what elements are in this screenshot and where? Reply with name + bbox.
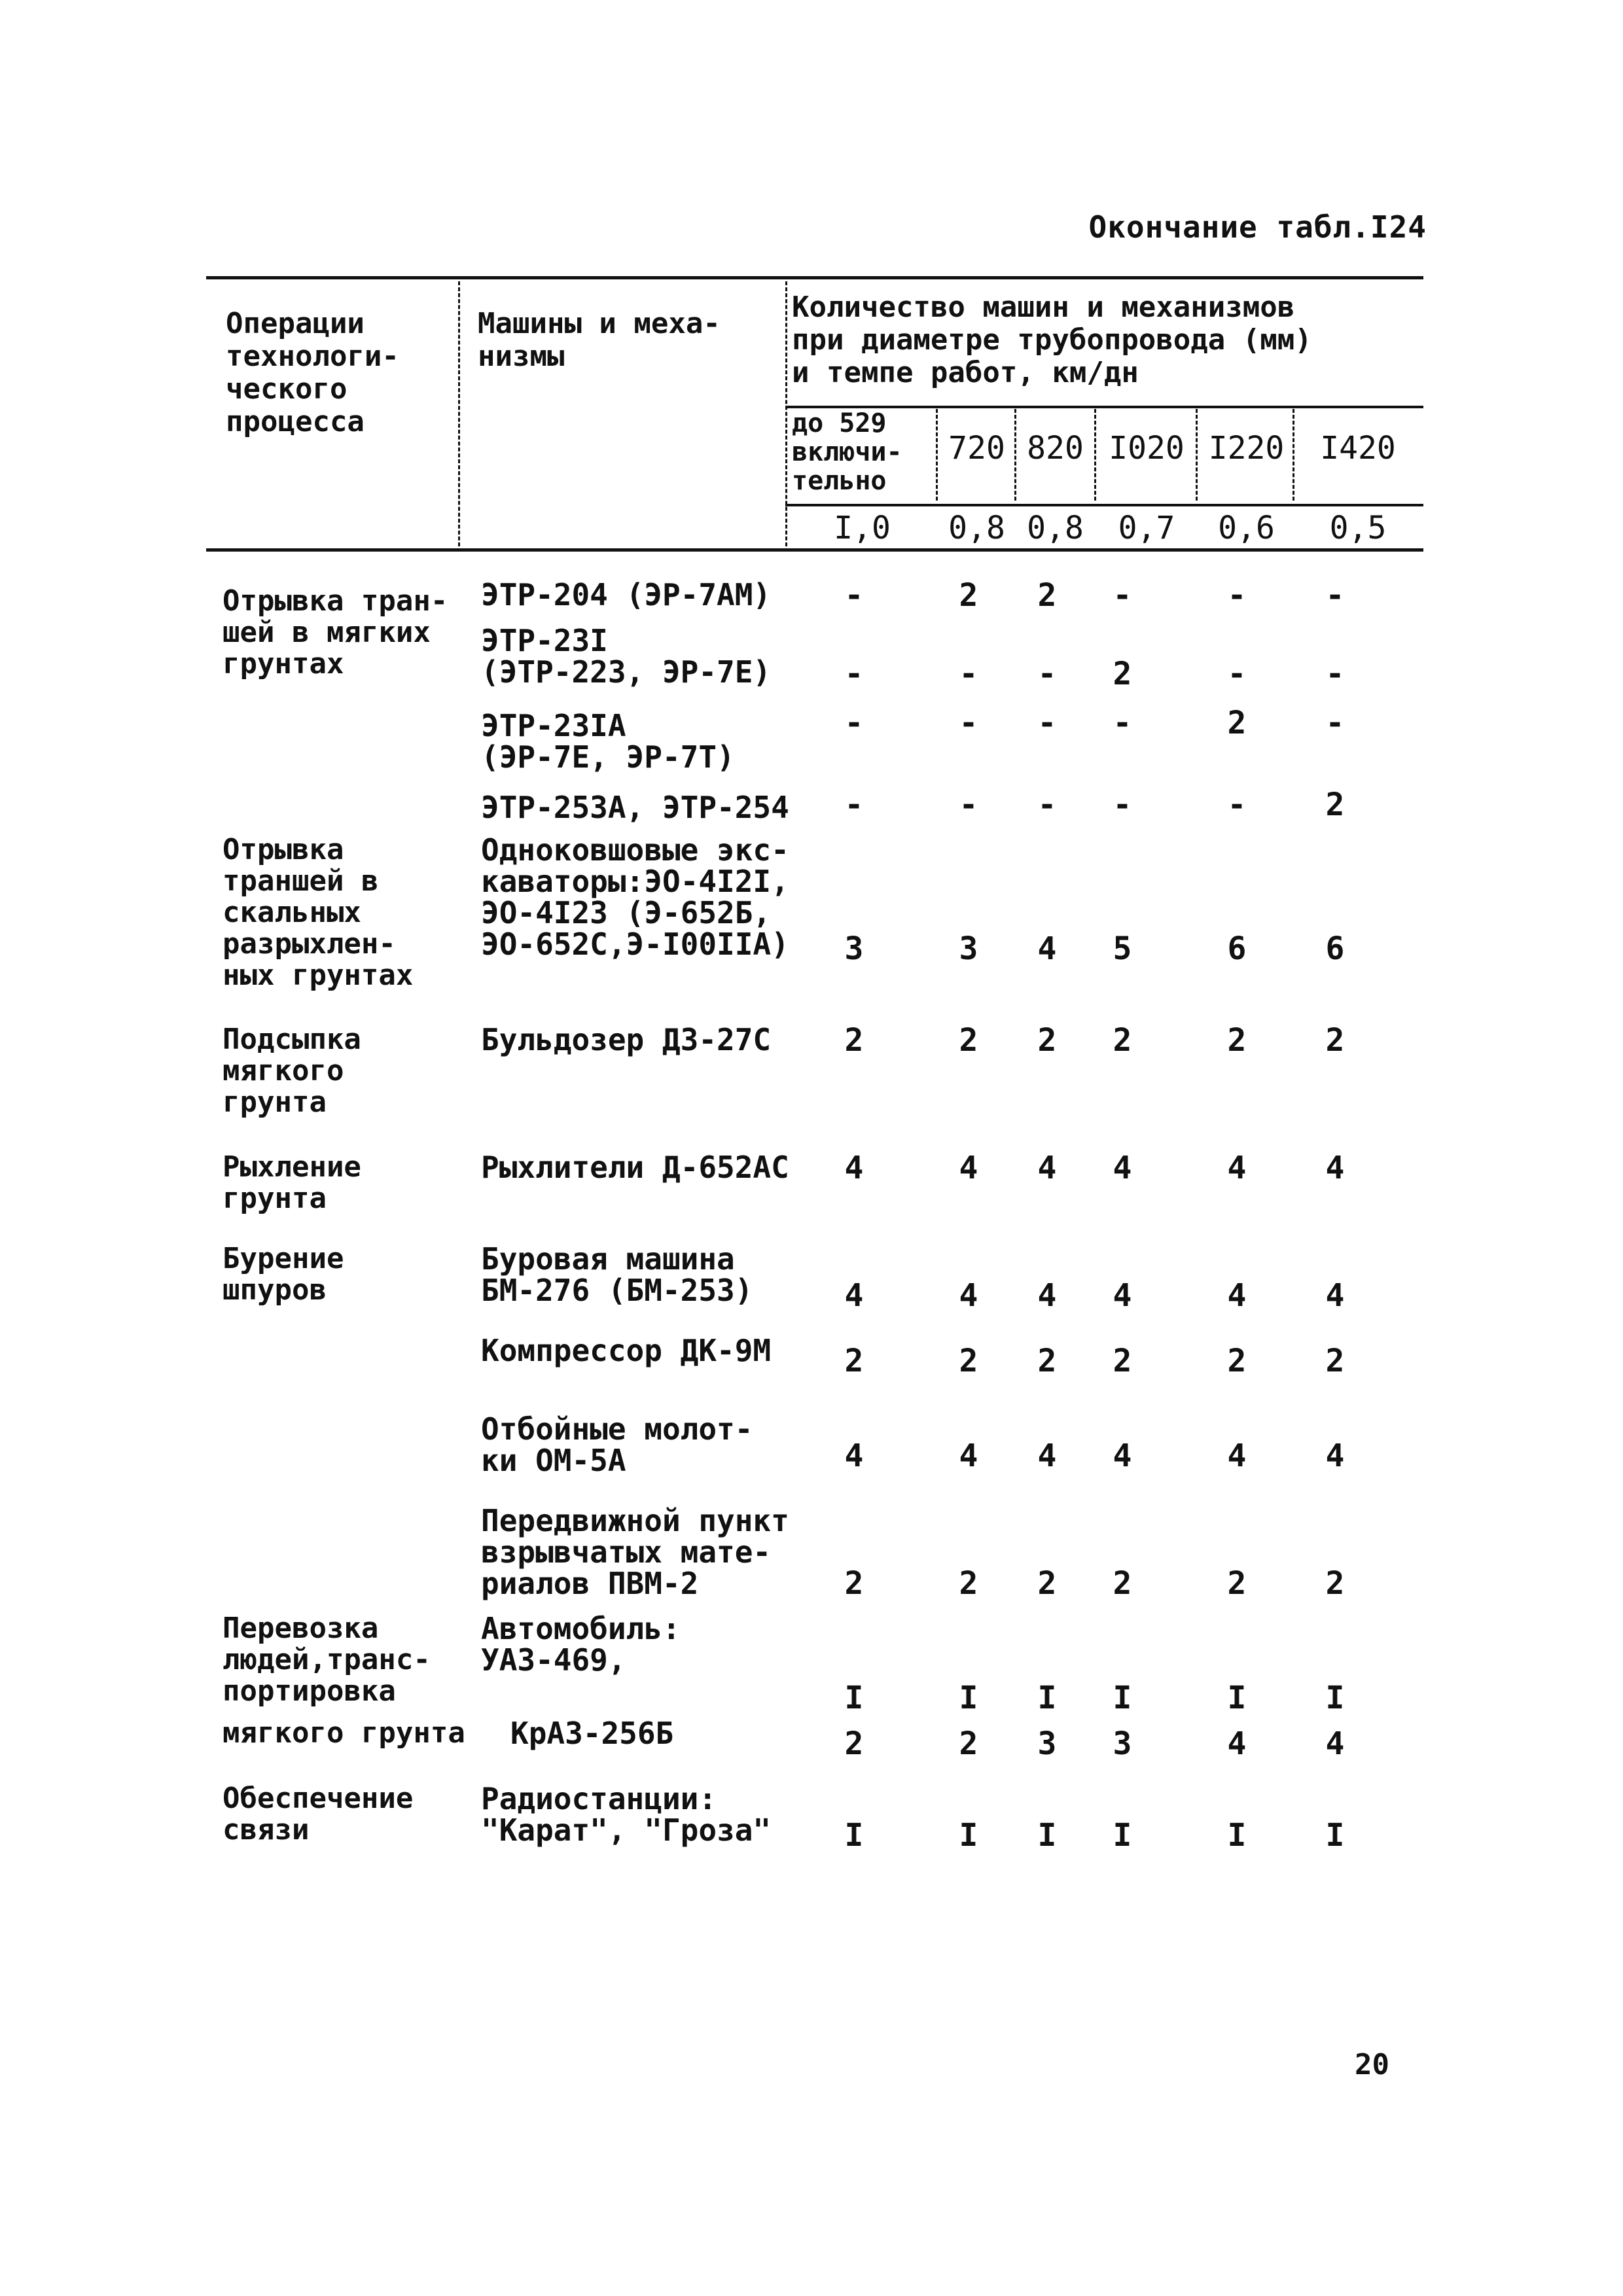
rate-2: 0,8 <box>1027 510 1084 546</box>
diam-divider-2 <box>1014 409 1016 501</box>
quantity-cell: - <box>1113 705 1132 741</box>
header-operations: Операции технологи- ческого процесса <box>226 307 399 438</box>
machine-cell: КрАЗ-256Б <box>510 1716 674 1751</box>
quantity-cell: 2 <box>1325 1022 1345 1059</box>
quantity-cell: 4 <box>1037 1277 1057 1314</box>
diameter-1220: I220 <box>1208 430 1285 467</box>
machine-cell: ЭТР-253А, ЭТР-254 <box>481 790 789 825</box>
machine-cell: Одноковшовые экс- каваторы:ЭО-4I2I, ЭО-4I23 (Э-652Б, ЭО-652С,Э-I00IIА) <box>481 832 789 962</box>
rate-rule <box>785 504 1423 506</box>
quantity-cell: 6 <box>1325 930 1345 967</box>
quantity-cell: 2 <box>844 1725 864 1762</box>
header-divider-1 <box>458 281 460 546</box>
quantity-cell: - <box>1325 705 1345 741</box>
diameter-820: 820 <box>1027 430 1084 467</box>
quantity-cell: - <box>1227 656 1247 692</box>
quantity-cell: 2 <box>959 577 978 614</box>
quantity-cell: 2 <box>1227 705 1247 741</box>
quantity-cell: - <box>959 705 978 741</box>
quantity-cell: 2 <box>1325 1565 1345 1602</box>
quantity-cell: - <box>844 577 864 614</box>
page-number: 20 <box>1355 2048 1389 2081</box>
quantity-cell: I <box>959 1817 978 1854</box>
quantity-cell: - <box>844 705 864 741</box>
quantity-cell: 2 <box>844 1343 864 1379</box>
quantity-cell: 5 <box>1113 930 1132 967</box>
quantity-cell: - <box>959 786 978 823</box>
quantity-cell: 2 <box>1325 1343 1345 1379</box>
machine-cell: Отбойные молот- ки ОМ-5А <box>481 1411 753 1478</box>
diameter-1420: I420 <box>1320 430 1396 467</box>
quantity-cell: 2 <box>1037 1565 1057 1602</box>
header-top-rule <box>206 276 1423 279</box>
operation-cell: Отрывка тран- шей в мягких грунтах <box>223 584 448 680</box>
operation-cell: Рыхление грунта <box>223 1150 361 1215</box>
quantity-cell: 2 <box>1113 656 1132 692</box>
quantity-cell: 4 <box>1227 1725 1247 1762</box>
machine-cell: ЭТР-23IА (ЭР-7Е, ЭР-7Т) <box>481 708 735 775</box>
quantity-cell: 4 <box>1325 1150 1345 1186</box>
operation-cell: Отрывка траншей в скальных разрыхлен- ных грунтах <box>223 833 414 992</box>
diam-divider-1 <box>936 409 938 501</box>
quantity-cell: - <box>1325 577 1345 614</box>
quantity-cell: - <box>1037 656 1057 692</box>
machine-cell: Бульдозер ДЗ-27С <box>481 1022 772 1057</box>
quantity-cell: 4 <box>1227 1150 1247 1186</box>
quantity-cell: I <box>844 1817 864 1854</box>
quantity-cell: - <box>1113 786 1132 823</box>
quantity-cell: I <box>1227 1680 1247 1716</box>
quantity-cell: 2 <box>1037 1343 1057 1379</box>
machine-cell: Передвижной пункт взрывчатых мате- риалов ПВМ-2 <box>481 1503 789 1601</box>
quantity-cell: 4 <box>1325 1438 1345 1474</box>
quantity-cell: 2 <box>959 1725 978 1762</box>
quantity-cell: 4 <box>844 1277 864 1314</box>
header-machines: Машины и меха- низмы <box>478 307 721 373</box>
quantity-cell: 2 <box>1227 1343 1247 1379</box>
quantity-cell: 2 <box>1037 1022 1057 1059</box>
quantity-cell: - <box>1037 705 1057 741</box>
quantity-cell: I <box>959 1680 978 1716</box>
operation-cell: Бурение шпуров <box>223 1242 344 1307</box>
quantity-cell: 2 <box>1325 786 1345 823</box>
rate-3: 0,7 <box>1118 510 1175 546</box>
quantity-cell: - <box>1227 577 1247 614</box>
machine-cell: Рыхлители Д-652АС <box>481 1150 789 1185</box>
quantity-cell: 2 <box>844 1565 864 1602</box>
operation-cell: Подсыпка мягкого грунта <box>223 1023 361 1119</box>
rate-1: 0,8 <box>948 510 1005 546</box>
quantity-cell: I <box>844 1680 864 1716</box>
quantity-cell: - <box>844 786 864 823</box>
quantity-cell: 4 <box>1113 1277 1132 1314</box>
diameter-720: 720 <box>948 430 1005 467</box>
diam-divider-3 <box>1094 409 1096 501</box>
quantity-cell: 4 <box>844 1150 864 1186</box>
quantity-cell: 2 <box>1113 1343 1132 1379</box>
quantity-cell: I <box>1037 1817 1057 1854</box>
quantity-cell: 4 <box>1113 1438 1132 1474</box>
machine-cell: Автомобиль: УАЗ-469, <box>481 1611 681 1678</box>
quantity-cell: 3 <box>844 930 864 967</box>
machine-cell: ЭТР-23I (ЭТР-223, ЭР-7Е) <box>481 623 772 690</box>
header-bottom-rule <box>206 548 1423 552</box>
quantity-cell: 2 <box>1113 1565 1132 1602</box>
quantity-cell: 3 <box>1113 1725 1132 1762</box>
quantity-cell: 4 <box>1227 1438 1247 1474</box>
quantity-cell: 4 <box>844 1438 864 1474</box>
quantity-cell: 4 <box>1037 1438 1057 1474</box>
quantity-cell: 2 <box>844 1022 864 1059</box>
quantity-cell: I <box>1227 1817 1247 1854</box>
quantity-cell: - <box>959 656 978 692</box>
rate-0: I,0 <box>834 510 891 546</box>
quantity-cell: 4 <box>1037 1150 1057 1186</box>
diameter-1020: I020 <box>1109 430 1185 467</box>
quantity-cell: 2 <box>1113 1022 1132 1059</box>
machine-cell: Радиостанции: "Карат", "Гроза" <box>481 1781 772 1848</box>
machine-cell: Буровая машина БМ-276 (БМ-253) <box>481 1241 753 1308</box>
quantity-cell: - <box>844 656 864 692</box>
quantity-cell: 2 <box>1227 1022 1247 1059</box>
quantity-cell: - <box>1325 656 1345 692</box>
quantity-cell: - <box>1037 786 1057 823</box>
quantity-cell: 4 <box>1113 1150 1132 1186</box>
quantity-cell: 4 <box>959 1150 978 1186</box>
quantity-cell: 3 <box>959 930 978 967</box>
quantity-cell: 2 <box>1037 577 1057 614</box>
quantity-cell: - <box>1227 786 1247 823</box>
machine-cell: ЭТР-204 (ЭР-7АМ) <box>481 577 772 612</box>
quantity-cell: I <box>1325 1817 1345 1854</box>
operation-cell: мягкого грунта <box>223 1716 465 1750</box>
operation-cell: Перевозка людей,транс- портировка <box>223 1612 431 1708</box>
table-caption: Окончание табл.I24 <box>1088 209 1427 245</box>
quantity-cell: 6 <box>1227 930 1247 967</box>
machine-cell: Компрессор ДК-9М <box>481 1333 772 1368</box>
header-divider-2 <box>785 281 787 546</box>
quantity-cell: I <box>1325 1680 1345 1716</box>
rate-4: 0,6 <box>1218 510 1275 546</box>
quantity-cell: I <box>1113 1680 1132 1716</box>
quantity-cell: 4 <box>1037 930 1057 967</box>
quantity-cell: 4 <box>959 1438 978 1474</box>
quantity-cell: 2 <box>959 1343 978 1379</box>
quantity-cell: 3 <box>1037 1725 1057 1762</box>
quantity-cell: I <box>1113 1817 1132 1854</box>
operation-cell: Обеспечение связи <box>223 1782 414 1846</box>
quantity-cell: I <box>1037 1680 1057 1716</box>
quantity-cell: 2 <box>959 1565 978 1602</box>
rate-5: 0,5 <box>1329 510 1387 546</box>
quantity-cell: 2 <box>1227 1565 1247 1602</box>
quantity-cell: 2 <box>959 1022 978 1059</box>
quantity-cell: 4 <box>1325 1725 1345 1762</box>
quantity-cell: 4 <box>959 1277 978 1314</box>
header-quantity: Количество машин и механизмов при диаметре трубопровода (мм) и темпе работ, км/дн <box>792 291 1312 389</box>
diam-divider-4 <box>1196 409 1198 501</box>
quantity-cell: - <box>1113 577 1132 614</box>
diameter-upto-529: до 529 включи- тельно <box>792 408 902 496</box>
quantity-cell: 4 <box>1325 1277 1345 1314</box>
quantity-cell: 4 <box>1227 1277 1247 1314</box>
